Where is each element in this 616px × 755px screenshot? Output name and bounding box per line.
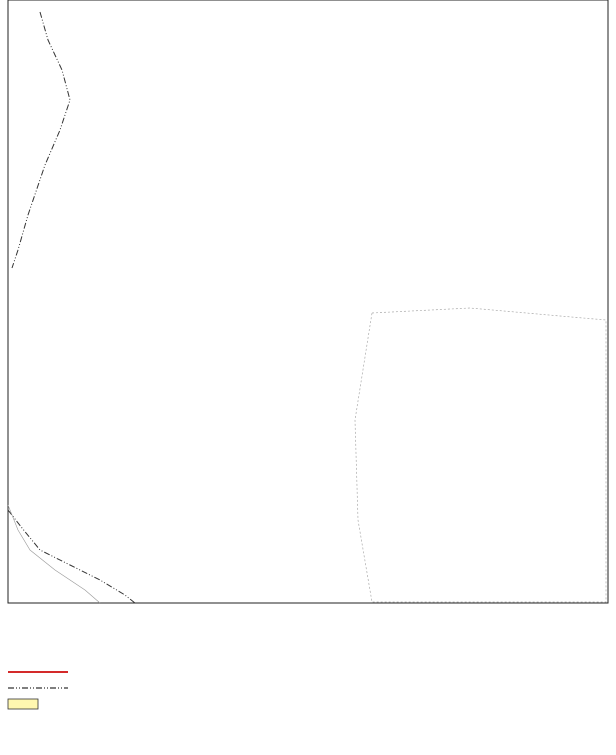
legend-symbol-quarter <box>6 712 86 728</box>
legend-symbol-parcel-number <box>6 728 86 744</box>
map-frame <box>8 0 608 603</box>
legend-row-quarter <box>6 712 606 728</box>
legend-symbol-point <box>6 648 86 664</box>
legend-row-object-boundary <box>6 664 606 680</box>
legend-row-settlement-boundary <box>6 680 606 696</box>
legend-row-parcel-number <box>6 728 606 744</box>
legend-row-parcel-boundary <box>6 696 606 712</box>
legend-row-point <box>6 648 606 664</box>
legend-symbol-parcel-boundary <box>6 696 86 712</box>
legend-symbol-settlement-boundary <box>6 680 86 696</box>
legend-symbol-object-boundary <box>6 664 86 680</box>
